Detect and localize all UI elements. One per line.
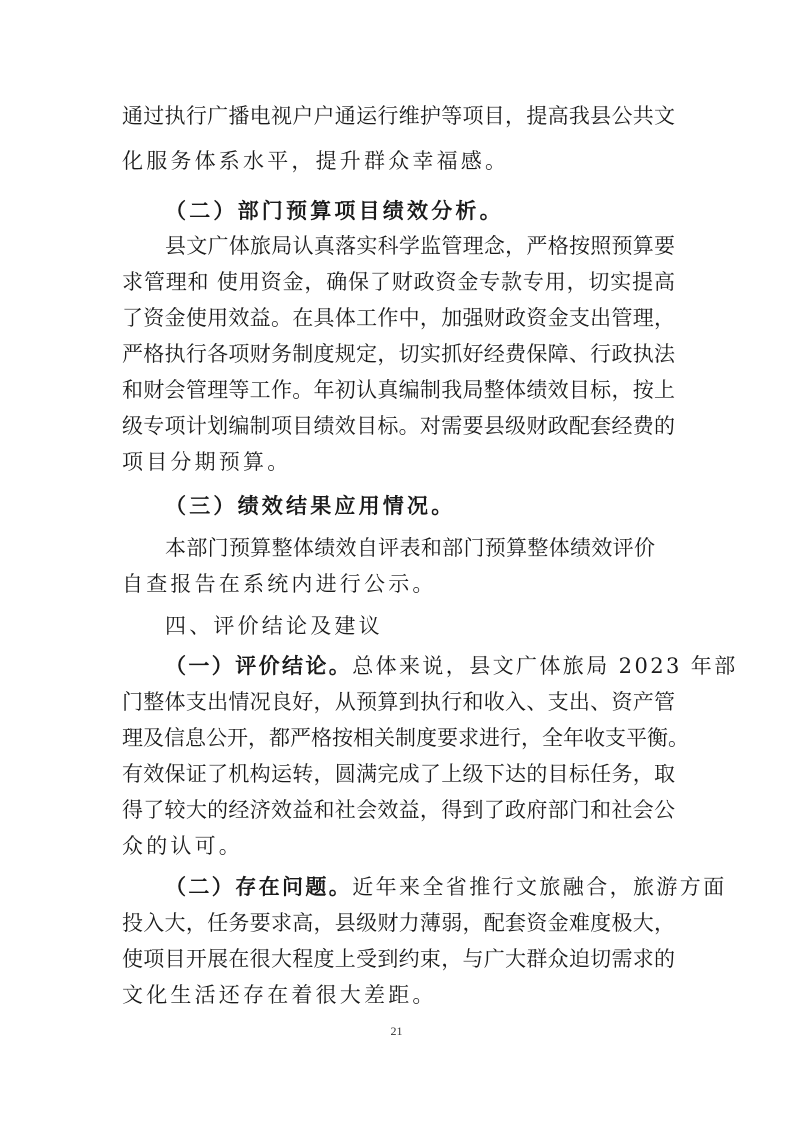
paragraph-line: 求管理和 使用资金，确保了财政资金专款专用，切实提高 — [122, 270, 675, 294]
page-number: 21 — [390, 1024, 403, 1038]
paragraph-line: 自查报告在系统内进行公示。 — [122, 572, 437, 596]
paragraph-line: 本部门预算整体绩效自评表和部门预算整体绩效评价 — [165, 536, 655, 560]
paragraph-line: 文化生活还存在着很大差距。 — [122, 983, 437, 1007]
paragraph-text: 总体来说，县文广体旅局 2023 年部 — [352, 654, 738, 678]
paragraph-line: 了资金使用效益。在具体工作中，加强财政资金支出管理， — [122, 306, 675, 330]
paragraph-line: 和财会管理等工作。年初认真编制我局整体绩效目标，按上 — [122, 378, 675, 402]
paragraph-line — [165, 872, 727, 902]
section-heading: 四、评价结论及建议 — [165, 614, 383, 638]
paragraph-line: 县文广体旅局认真落实科学监管理念，严格按照预算要 — [165, 234, 675, 258]
paragraph-line: 投入大，任务要求高，县级财力薄弱，配套资金难度极大， — [122, 911, 675, 935]
paragraph-line: 级专项计划编制项目绩效目标。对需要县级财政配套经费的 — [122, 414, 675, 438]
paragraph-line: 理及信息公开，都严格按相关制度要求进行，全年收支平衡。 — [122, 726, 689, 750]
paragraph-lead: （一）评价结论。 — [165, 653, 353, 678]
paragraph-line: 众的认可。 — [122, 834, 243, 858]
paragraph-line — [165, 651, 738, 681]
section-heading: （二）部门预算项目绩效分析。 — [165, 198, 504, 223]
paragraph-line: 化服务体系水平，提升群众幸福感。 — [122, 149, 510, 173]
paragraph-text: 近年来全省推行文旅融合，旅游方面 — [352, 875, 727, 899]
paragraph-line: 通过执行广播电视户户通运行维护等项目，提高我县公共文 — [122, 104, 675, 128]
section-heading: （三）绩效结果应用情况。 — [165, 493, 456, 518]
paragraph-line: 有效保证了机构运转，圆满完成了上级下达的目标任务，取 — [122, 762, 675, 786]
paragraph-lead: （二）存在问题。 — [165, 874, 353, 899]
paragraph-line: 项目分期预算。 — [122, 450, 292, 474]
paragraph-line: 严格执行各项财务制度规定，切实抓好经费保障、行政执法 — [122, 342, 675, 366]
paragraph-line: 门整体支出情况良好，从预算到执行和收入、支出、资产管 — [122, 690, 675, 714]
paragraph-line: 使项目开展在很大程度上受到约束，与广大群众迫切需求的 — [122, 947, 675, 971]
paragraph-line: 得了较大的经济效益和社会效益，得到了政府部门和社会公 — [122, 798, 675, 822]
